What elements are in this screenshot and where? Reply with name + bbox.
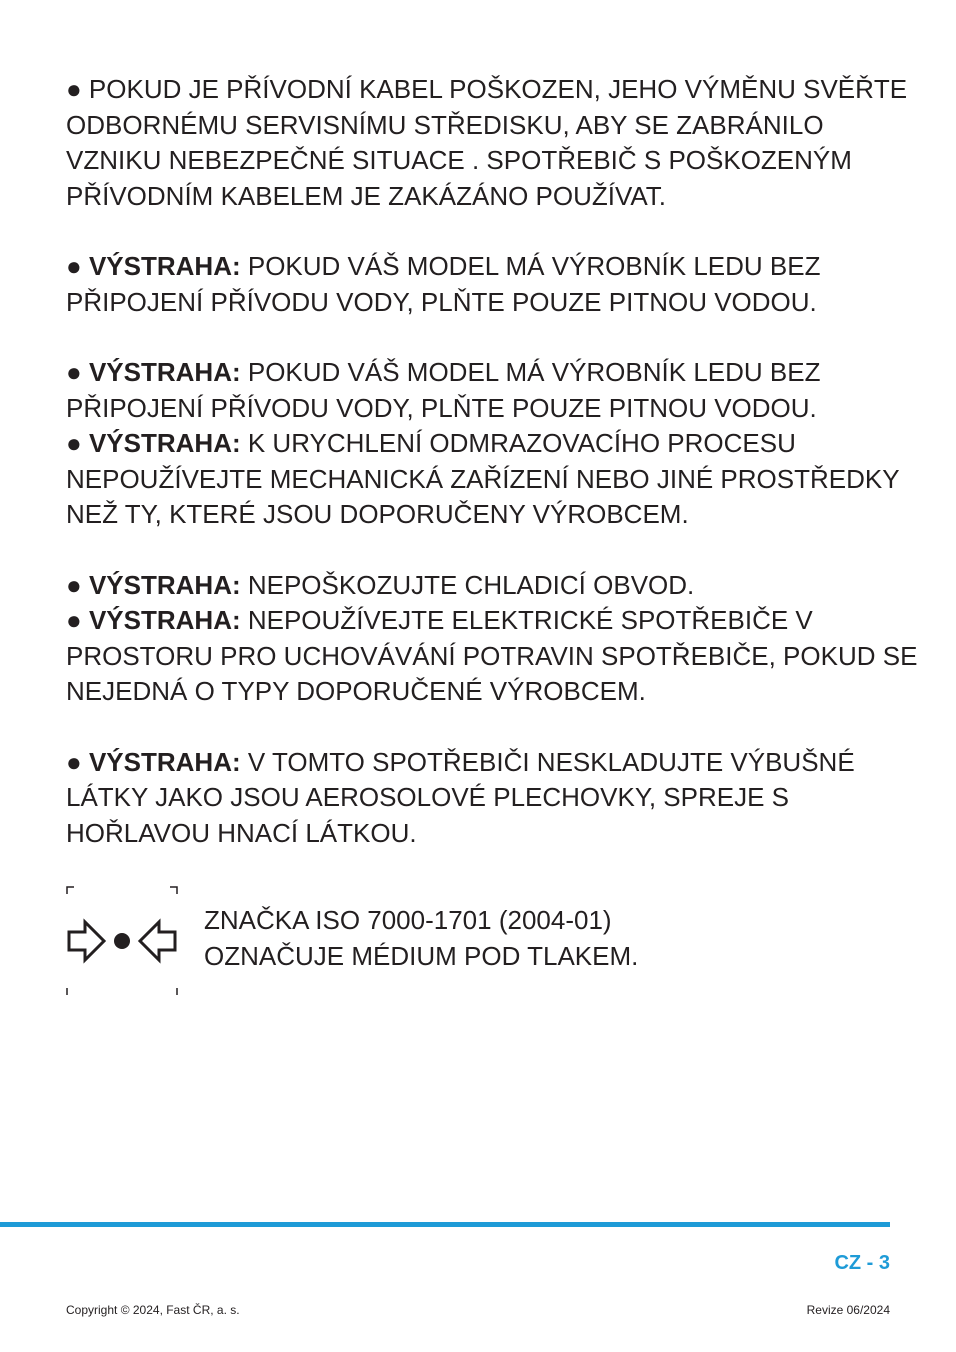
warning-paragraph-7: [66, 745, 896, 852]
warning-label: VÝSTRAHA:: [88, 605, 241, 635]
revision-text: Revize 06/2024: [806, 1303, 890, 1317]
warning-label: VÝSTRAHA:: [88, 357, 241, 387]
warning-text: POKUD VÁŠ MODEL MÁ VÝROBNÍK LEDU BEZ: [240, 357, 821, 387]
warning-text: V TOMTO SPOTŘEBIČI NESKLADUJTE VÝBUŠNÉ: [240, 746, 855, 777]
text-line: LÁTKY JAKO JSOU AEROSOLOVÉ PLECHOVKY, SPREJE S: [66, 782, 789, 812]
safety-warnings: [66, 72, 918, 851]
text-line: ODBORNÉMU SERVISNÍMU STŘEDISKU, ABY SE ZABRÁNILO: [66, 109, 824, 140]
warning-text: K URYCHLENÍ ODMRAZOVACÍHO PROCESU: [240, 428, 796, 458]
bullet: ●: [66, 569, 82, 600]
warning-paragraph-2: [66, 249, 896, 320]
pressurized-medium-icon: [66, 886, 178, 996]
bullet: ●: [66, 251, 82, 281]
bullet: ●: [66, 746, 82, 777]
bullet: ●: [66, 357, 82, 387]
warning-text: POKUD VÁŠ MODEL MÁ VÝROBNÍK LEDU BEZ: [240, 251, 821, 281]
text-line: PŘIPOJENÍ PŘÍVODU VODY, PLŇTE POUZE PITNOU VODOU.: [66, 286, 817, 317]
text-line: NEJEDNÁ O TYPY DOPORUČENÉ VÝROBCEM.: [66, 676, 646, 706]
page-number: CZ - 3: [834, 1252, 890, 1274]
copyright-text: Copyright © 2024, Fast ČR, a. s.: [66, 1303, 240, 1317]
text-line: PŘIPOJENÍ PŘÍVODU VODY, PLŇTE POUZE PITNOU VODOU.: [66, 392, 817, 423]
warning-paragraph-1: [66, 72, 908, 214]
iso-line-1: ZNAČKA ISO 7000-1701 (2004-01): [204, 905, 612, 935]
text-line: PŘÍVODNÍM KABELEM JE ZAKÁZÁNO POUŽÍVAT.: [66, 180, 667, 211]
iso-symbol-description: [204, 902, 638, 974]
warning-text: NEPOUŽÍVEJTE ELEKTRICKÉ SPOTŘEBIČE V: [240, 605, 813, 635]
text-line: HOŘLAVOU HNACÍ LÁTKOU.: [66, 817, 417, 848]
text-line: NEŽ TY, KTERÉ JSOU DOPORUČENY VÝROBCEM.: [66, 499, 689, 529]
warning-label: VÝSTRAHA:: [88, 428, 241, 458]
warning-paragraph-3: [66, 355, 896, 426]
warning-paragraph-6: [66, 603, 918, 710]
warning-paragraph-4: [66, 426, 900, 533]
text-line: ● POKUD JE PŘÍVODNÍ KABEL POŠKOZEN, JEHO VÝMĚNU SVĚŘTE: [66, 74, 908, 104]
bullet: ●: [66, 428, 82, 458]
warning-label: VÝSTRAHA:: [88, 569, 241, 600]
warning-label: VÝSTRAHA:: [88, 746, 241, 777]
warning-text: NEPOŠKOZUJTE CHLADICÍ OBVOD.: [240, 569, 695, 600]
bullet: ●: [66, 605, 82, 635]
iso-line-2: OZNAČUJE MÉDIUM POD TLAKEM.: [204, 941, 639, 971]
text-line: NEPOUŽÍVEJTE MECHANICKÁ ZAŘÍZENÍ NEBO JINÉ PROSTŘEDKY: [66, 463, 900, 494]
text-line: VZNIKU NEBEZPEČNÉ SITUACE . SPOTŘEBIČ S POŠKOZENÝM: [66, 145, 852, 175]
text-line: PROSTORU PRO UCHOVÁVÁNÍ POTRAVIN SPOTŘEBIČE, POKUD SE: [66, 640, 918, 671]
warning-paragraph-5: [66, 568, 896, 604]
footer-divider: [0, 1222, 890, 1227]
warning-label: VÝSTRAHA:: [88, 251, 241, 281]
